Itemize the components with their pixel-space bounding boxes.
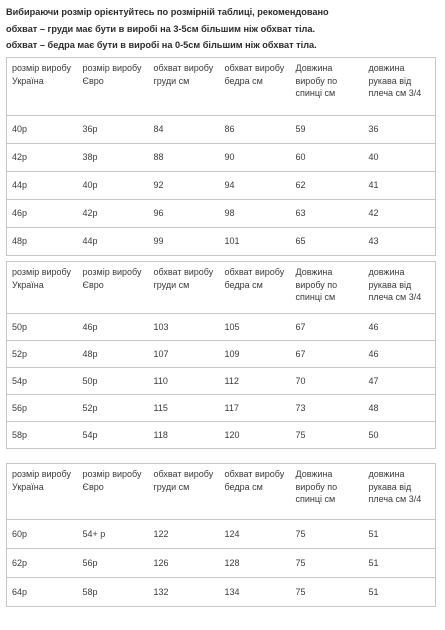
table-row <box>7 314 436 341</box>
table-cell: 73 <box>291 395 364 422</box>
table-row <box>7 144 436 172</box>
table-cell: 88 <box>149 144 220 172</box>
table-cell: 56р <box>7 395 78 422</box>
column-header <box>78 58 149 116</box>
table-cell: 128 <box>220 549 291 578</box>
column-header <box>78 464 149 520</box>
table-row <box>7 172 436 200</box>
table-cell: 70 <box>291 368 364 395</box>
table-row <box>7 422 436 449</box>
table-row <box>7 395 436 422</box>
column-header <box>220 58 291 116</box>
advice-line-3: обхват – бедра має бути в виробі на 0-5см більшим ніж обхват тіла. <box>6 40 317 50</box>
table-cell: 120 <box>220 422 291 449</box>
column-header-line: рукава від <box>368 279 412 290</box>
table-cell: 44р <box>78 228 149 256</box>
table-row <box>7 368 436 395</box>
column-header-line: спинці см <box>295 292 336 302</box>
table-cell: 67 <box>291 314 364 341</box>
table-cell: 36р <box>78 116 149 144</box>
column-header-line: розмір виробу <box>82 267 142 277</box>
table-cell: 60р <box>7 520 78 549</box>
table-cell: 103 <box>149 314 220 341</box>
column-header-line: обхват виробу <box>153 267 214 277</box>
table-cell: 118 <box>149 422 220 449</box>
table-cell: 40р <box>7 116 78 144</box>
column-header-line: Україна <box>12 75 44 86</box>
column-header-line: плеча см 3/4 <box>368 292 422 302</box>
table-cell: 48р <box>7 228 78 256</box>
column-header-line: бедра см <box>224 279 263 290</box>
table-cell: 112 <box>220 368 291 395</box>
column-header <box>364 58 436 116</box>
table-cell: 40 <box>364 144 436 172</box>
column-header <box>78 262 149 314</box>
table-cell: 75 <box>291 422 364 449</box>
table-cell: 63 <box>291 200 364 228</box>
column-header-line: груди см <box>153 279 190 290</box>
column-header-line: рукава від <box>368 75 412 86</box>
table-cell: 51 <box>364 549 436 578</box>
table-cell: 46 <box>364 314 436 341</box>
table-cell: 62р <box>7 549 78 578</box>
table-cell: 64р <box>7 578 78 607</box>
table-row <box>7 200 436 228</box>
column-header-line: бедра см <box>224 481 263 492</box>
table-cell: 36 <box>364 116 436 144</box>
table-cell: 54+ р <box>78 520 149 549</box>
advice-line-1: Вибираючи розмір орієнтуйтесь по розмірній таблиці, рекомендовано <box>6 7 329 17</box>
column-header-line: Довжина <box>295 267 333 277</box>
table-cell: 90 <box>220 144 291 172</box>
table-cell: 67 <box>291 341 364 368</box>
table-cell: 52р <box>7 341 78 368</box>
table-cell: 50 <box>364 422 436 449</box>
size-table-1 <box>6 57 436 256</box>
table-cell: 50р <box>7 314 78 341</box>
table-row <box>7 116 436 144</box>
column-header <box>220 262 291 314</box>
table-cell: 48 <box>364 395 436 422</box>
column-header-line: Україна <box>12 481 44 492</box>
column-header-line: довжина <box>368 267 405 277</box>
size-advice-text <box>6 4 442 54</box>
table-cell: 98 <box>220 200 291 228</box>
table-cell: 105 <box>220 314 291 341</box>
table-cell: 134 <box>220 578 291 607</box>
column-header <box>149 262 220 314</box>
table-cell: 122 <box>149 520 220 549</box>
table-cell: 51 <box>364 520 436 549</box>
column-header-line: обхват виробу <box>153 63 214 73</box>
column-header-line: плеча см 3/4 <box>368 494 422 504</box>
column-header <box>291 464 364 520</box>
table-cell: 92 <box>149 172 220 200</box>
table-cell: 48р <box>78 341 149 368</box>
column-header-line: обхват виробу <box>224 469 285 479</box>
table-cell: 101 <box>220 228 291 256</box>
table-cell: 42р <box>7 144 78 172</box>
table-cell: 46р <box>78 314 149 341</box>
column-header <box>7 262 78 314</box>
column-header-line: виробу по <box>295 481 338 492</box>
table-row <box>7 228 436 256</box>
table-cell: 46 <box>364 341 436 368</box>
table-cell: 99 <box>149 228 220 256</box>
table-cell: 117 <box>220 395 291 422</box>
table-cell: 54р <box>7 368 78 395</box>
advice-line-2: обхват – груди має бути в виробі на 3-5см більшим ніж обхват тіла. <box>6 23 316 34</box>
column-header-line: розмір виробу <box>12 63 72 73</box>
column-header-line: Євро <box>82 481 104 492</box>
column-header <box>364 464 436 520</box>
column-header <box>149 58 220 116</box>
column-header-line: обхват виробу <box>153 469 214 479</box>
table-cell: 84 <box>149 116 220 144</box>
column-header-line: виробу по <box>295 279 338 290</box>
column-header-line: виробу по <box>295 75 338 86</box>
column-header-line: рукава від <box>368 481 412 492</box>
table-cell: 75 <box>291 520 364 549</box>
table-cell: 94 <box>220 172 291 200</box>
column-header <box>7 58 78 116</box>
table-cell: 132 <box>149 578 220 607</box>
table-cell: 86 <box>220 116 291 144</box>
table-row <box>7 578 436 607</box>
table-cell: 115 <box>149 395 220 422</box>
table-cell: 54р <box>78 422 149 449</box>
column-header <box>291 58 364 116</box>
column-header-line: плеча см 3/4 <box>368 88 422 98</box>
table-cell: 41 <box>364 172 436 200</box>
column-header-line: розмір виробу <box>12 469 72 479</box>
column-header <box>149 464 220 520</box>
size-table-3 <box>6 463 436 607</box>
table-cell: 109 <box>220 341 291 368</box>
column-header-line: спинці см <box>295 88 336 98</box>
column-header-line: Україна <box>12 279 44 290</box>
column-header-line: спинці см <box>295 494 336 504</box>
table-cell: 42р <box>78 200 149 228</box>
table-cell: 50р <box>78 368 149 395</box>
table-cell: 47 <box>364 368 436 395</box>
column-header-line: довжина <box>368 469 405 479</box>
table-cell: 124 <box>220 520 291 549</box>
table-cell: 40р <box>78 172 149 200</box>
table-cell: 52р <box>78 395 149 422</box>
column-header-line: розмір виробу <box>82 63 142 73</box>
column-header-line: груди см <box>153 75 190 86</box>
table-cell: 96 <box>149 200 220 228</box>
column-header-line: Довжина <box>295 63 333 73</box>
column-header-line: обхват виробу <box>224 267 285 277</box>
table-cell: 43 <box>364 228 436 256</box>
table-cell: 60 <box>291 144 364 172</box>
table-row <box>7 341 436 368</box>
column-header-line: Довжина <box>295 469 333 479</box>
column-header <box>220 464 291 520</box>
table-cell: 38р <box>78 144 149 172</box>
table-cell: 59 <box>291 116 364 144</box>
size-table-2 <box>6 261 436 449</box>
column-header-line: Євро <box>82 279 104 290</box>
table-cell: 58р <box>78 578 149 607</box>
column-header-line: довжина <box>368 63 405 73</box>
table-header-row <box>7 262 436 314</box>
table-cell: 51 <box>364 578 436 607</box>
column-header-line: розмір виробу <box>82 469 142 479</box>
table-cell: 126 <box>149 549 220 578</box>
table-cell: 62 <box>291 172 364 200</box>
column-header-line: Євро <box>82 75 104 86</box>
column-header <box>291 262 364 314</box>
table-cell: 56р <box>78 549 149 578</box>
column-header-line: груди см <box>153 481 190 492</box>
table-cell: 58р <box>7 422 78 449</box>
column-header-line: бедра см <box>224 75 263 86</box>
table-cell: 65 <box>291 228 364 256</box>
table-cell: 46р <box>7 200 78 228</box>
table-cell: 75 <box>291 549 364 578</box>
table-header-row <box>7 464 436 520</box>
column-header <box>364 262 436 314</box>
table-cell: 42 <box>364 200 436 228</box>
table-cell: 110 <box>149 368 220 395</box>
table-cell: 107 <box>149 341 220 368</box>
column-header <box>7 464 78 520</box>
table-cell: 44р <box>7 172 78 200</box>
column-header-line: обхват виробу <box>224 63 285 73</box>
table-row <box>7 549 436 578</box>
table-row <box>7 520 436 549</box>
table-cell: 75 <box>291 578 364 607</box>
column-header-line: розмір виробу <box>12 267 72 277</box>
table-header-row <box>7 58 436 116</box>
